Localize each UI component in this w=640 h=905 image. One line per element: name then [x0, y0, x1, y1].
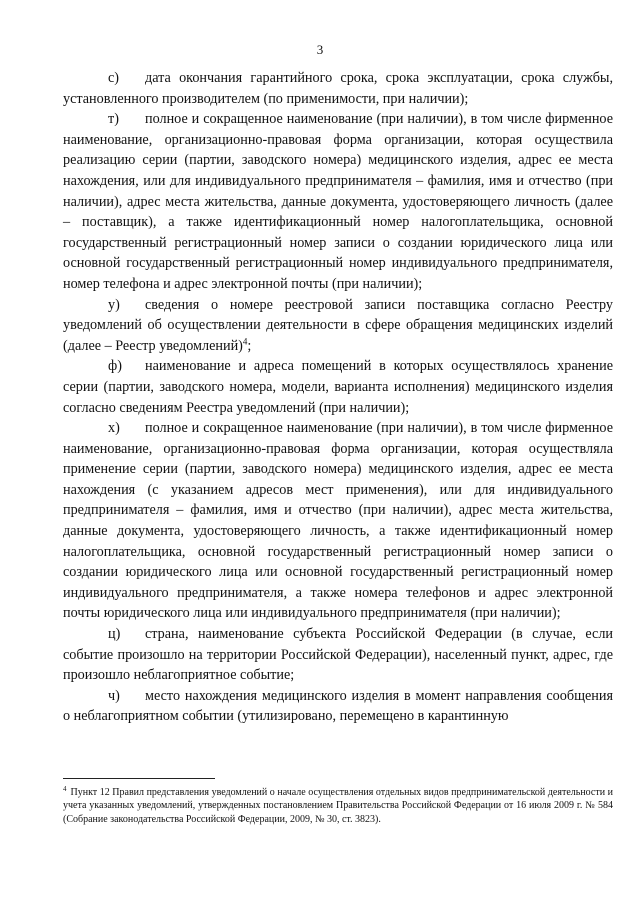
item-text: дата окончания гарантийного срока, срока эксплуатации, срока службы, установленного производителем (по применимости, при наличии);: [63, 70, 613, 107]
item-marker: х): [108, 420, 120, 437]
paragraph-u: [63, 295, 613, 357]
footnote-reference[interactable]: 4: [242, 335, 248, 346]
footnote-text: Пункт 12 Правил представления уведомлений о начале осуществления отдельных видов предпринимательской деятельности и учета указанных уведомлений, утвержденных постановлением Правительства Российской Федерации от 16 июля 2009 г. № 584 (Собрание законодательства Российской Федерации, 2009, № 30, ст. 3823).: [63, 787, 613, 825]
item-marker: ч): [108, 687, 120, 704]
page-number: 3: [316, 42, 324, 57]
item-marker: ц): [108, 626, 121, 643]
paragraph-kh: [63, 418, 613, 624]
document-body: [63, 68, 613, 727]
paragraph-ts: [63, 624, 613, 686]
item-text: место нахождения медицинского изделия в момент направления сообщения о неблагоприятном событии (утилизировано, перемещено в карантинную: [63, 687, 613, 725]
item-text: полное и сокращенное наименование (при наличии), в том числе фирменное наименование, организационно-правовая форма организации, которая осуществляла применение серии (партии, заводского номера) медицинского изделия, адрес ее места нахождения (с указанием адресов мест применения), или для индивидуального предпринимателя – фамилия, имя и отчество (при наличии), адрес места жительства, данные документа, удостоверяющего личность, а также идентификационный номер налогоплательщика, основной государственный регистрационный номер записи о создании юридического лица или основной государственный регистрационный номер индивидуального предпринимателя, а также номера телефонов и адрес электронной почты юридического лица или индивидуального предпринимателя (при наличии);: [63, 420, 613, 622]
item-marker: ф): [108, 358, 122, 375]
footnote: [63, 786, 613, 826]
item-text: сведения о номере реестровой записи поставщика согласно Реестру уведомлений об осуществлении деятельности в сфере обращения медицинских изделий (далее – Реестр уведомлений): [63, 296, 613, 354]
paragraph-s: [63, 68, 613, 109]
paragraph-t: [63, 109, 613, 294]
item-text: полное и сокращенное наименование (при наличии), в том числе фирменное наименование, организационно-правовая форма организации, которая осуществила реализацию серии (партии, заводского номера) медицинского изделия, адрес ее места нахождения, или для индивидуального предпринимателя – фамилия, имя и отчество (при наличии), адрес места жительства, данные документа, удостоверяющего личность (далее – поставщик), а также идентификационный номер налогоплательщика, основной государственный регистрационный номер записи о создании юридического лица или основной государственный регистрационный номер индивидуального предпринимателя, номер телефона и адрес электронной почты (при наличии);: [63, 111, 613, 292]
item-text: наименование и адреса помещений в которых осуществлялось хранение серии (партии, заводского номера, модели, варианта исполнения) медицинского изделия согласно сведениям Реестра уведомлений (при наличии);: [63, 358, 613, 416]
footnote-divider: [63, 778, 215, 779]
item-text: страна, наименование субъекта Российской Федерации (в случае, если событие произошло на территории Российской Федерации), населенный пункт, адрес, где произошло неблагоприятное событие;: [63, 626, 613, 684]
paragraph-f: [63, 356, 613, 418]
paragraph-ch: [63, 686, 613, 727]
item-marker: с): [108, 70, 120, 86]
item-marker: у): [108, 296, 120, 313]
item-marker: т): [108, 111, 119, 128]
item-text-tail: ;: [247, 337, 252, 354]
footnote-number: 4: [63, 784, 67, 793]
